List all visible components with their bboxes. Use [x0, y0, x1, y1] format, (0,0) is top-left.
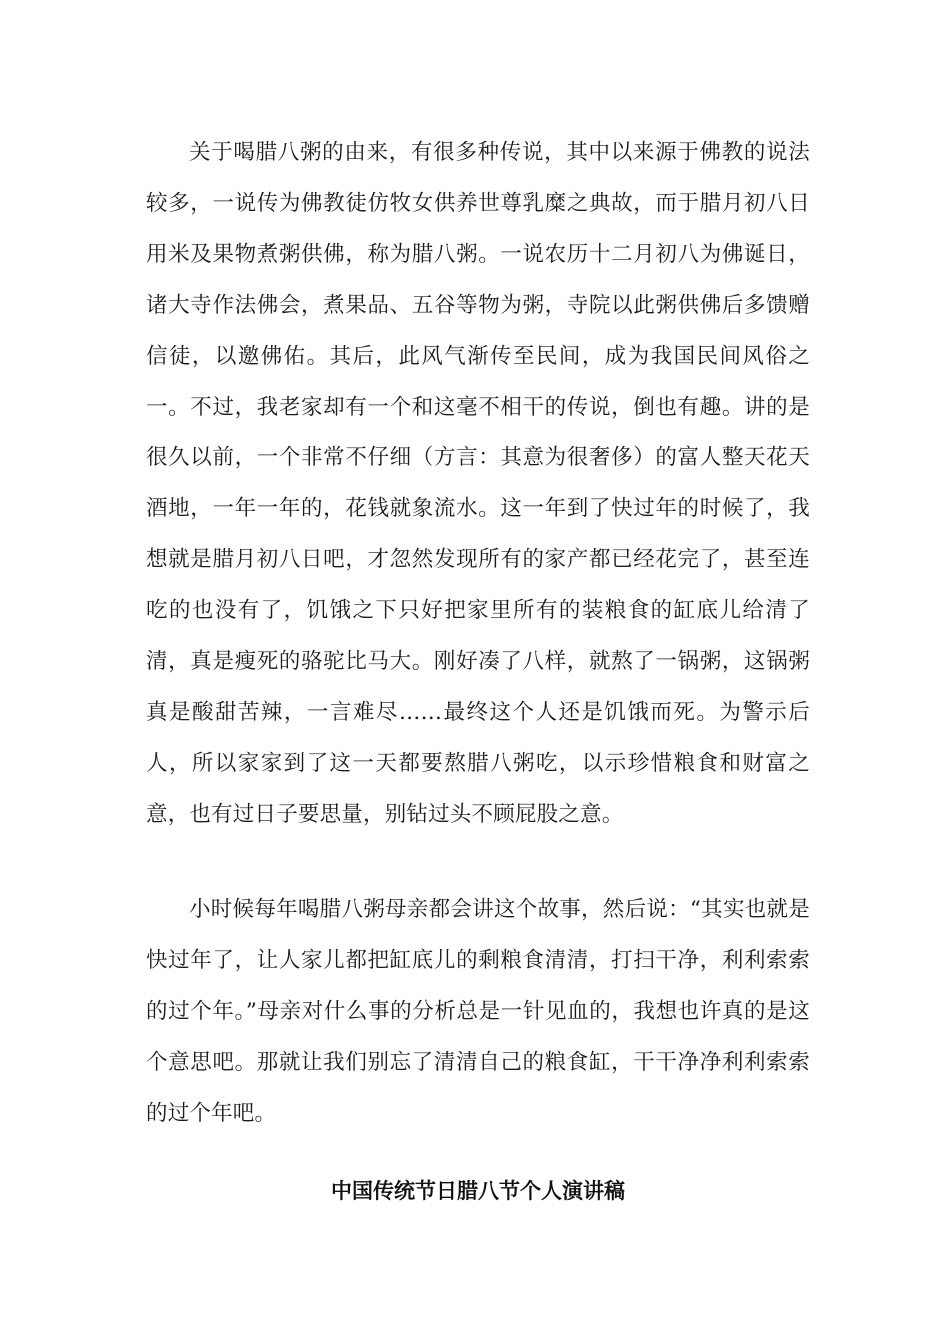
body-paragraph-1: 关于喝腊八粥的由来，有很多种传说，其中以来源于佛教的说法较多，一说传为佛教徒仿牧女供养世尊乳糜之典故，而于腊月初八日用米及果物煮粥供佛，称为腊八粥。一说农历十二月初八为佛诞日，诸大寺作法佛会，煮果品、五谷等物为粥，寺院以此粥供佛后多馈赠信徒，以邀佛佑。其后，此风气渐传至民间，成为我国民间风俗之一。不过，我老家却有一个和这毫不相干的传说，倒也有趣。讲的是很久以前，一个非常不仔细（方言：其意为很奢侈）的富人整天花天酒地，一年一年的，花钱就象流水。这一年到了快过年的时候了，我想就是腊月初八日吧，才忽然发现所有的家产都已经花完了，甚至连吃的也没有了，饥饿之下只好把家里所有的装粮食的缸底儿给清了清，真是瘦死的骆驼比马大。刚好凑了八样，就熬了一锅粥，这锅粥真是酸甜苦辣，一言难尽……最终这个人还是饥饿而死。为警示后人，所以家家到了这一天都要熬腊八粥吃，以示珍惜粮食和财富之意，也有过日子要思量，别钻过头不顾屁股之意。: [146, 140, 810, 827]
section-heading: 中国传统节日腊八节个人演讲稿: [331, 1179, 625, 1203]
body-paragraph-2: 小时候每年喝腊八粥母亲都会讲这个故事，然后说：“其实也就是快过年了，让人家儿都把缸底儿的剩粮食清清，打扫干净，利利索索的过个年。”母亲对什么事的分析总是一针见血的，我想也许真的是这个意思吧。那就让我们别忘了清清自己的粮食缸，干干净净利利索索的过个年吧。: [146, 897, 810, 1126]
